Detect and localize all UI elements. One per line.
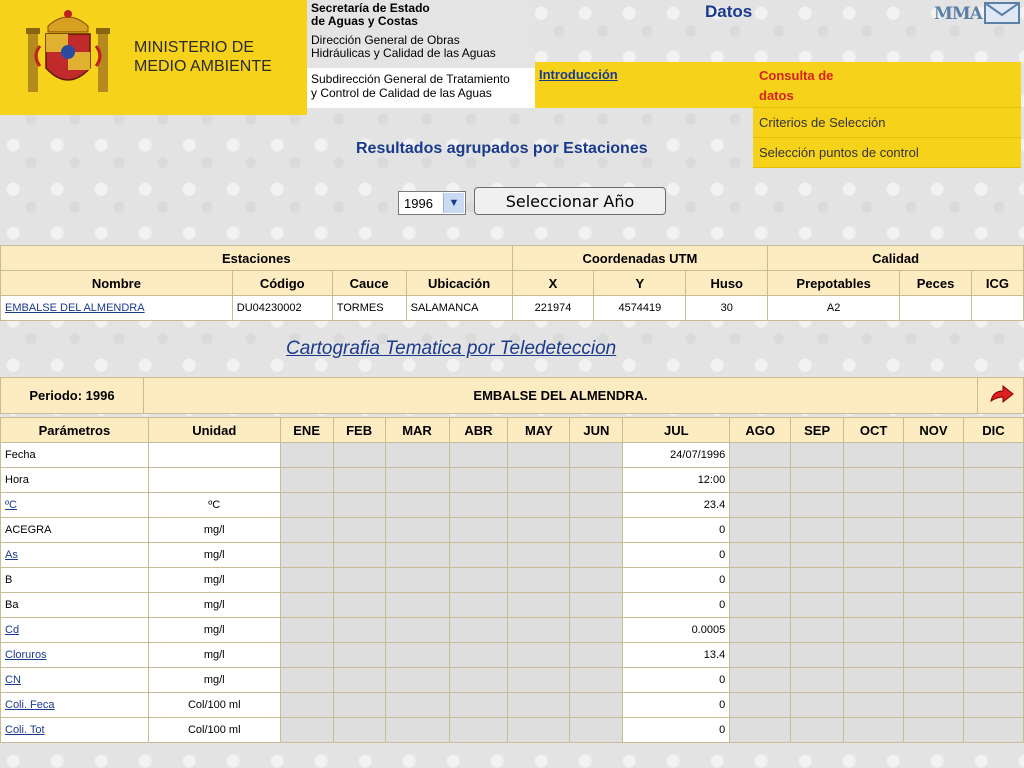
ministry-name: [134, 38, 272, 76]
empty-month-cell: [508, 568, 570, 593]
empty-month-cell: [385, 493, 449, 518]
cartography-link[interactable]: Cartografia Tematica por Teledeteccion: [286, 338, 617, 359]
menu-item-seleccion[interactable]: Selección puntos de control: [753, 138, 1021, 168]
empty-month-cell: [730, 668, 791, 693]
empty-month-cell: [333, 493, 385, 518]
empty-month-cell: [570, 668, 623, 693]
col-nombre: Nombre: [1, 271, 233, 296]
table-row: [1, 568, 1024, 593]
col-ago: AGO: [730, 418, 791, 443]
param-unit: ºC: [148, 493, 280, 518]
select-year-button[interactable]: Seleccionar Año: [474, 187, 666, 215]
param-name-cell: [1, 668, 149, 693]
col-prepotables: Prepotables: [768, 271, 900, 296]
stations-table: [0, 245, 1024, 321]
menu-item-consulta[interactable]: [753, 62, 1021, 108]
empty-month-cell: [904, 543, 964, 568]
coat-of-arms-icon: [22, 6, 114, 98]
directorate-line-2: Hidráulicas y Calidad de las Aguas: [311, 46, 496, 60]
empty-month-cell: [280, 493, 333, 518]
empty-month-cell: [963, 643, 1023, 668]
empty-month-cell: [385, 518, 449, 543]
station-prepotables: A2: [768, 296, 900, 321]
empty-month-cell: [791, 543, 844, 568]
empty-month-cell: [904, 693, 964, 718]
empty-month-cell: [280, 443, 333, 468]
col-dic: DIC: [963, 418, 1023, 443]
col-peces: Peces: [900, 271, 972, 296]
param-name-link[interactable]: Cloruros: [5, 649, 47, 661]
empty-month-cell: [963, 543, 1023, 568]
col-sep: SEP: [791, 418, 844, 443]
empty-month-cell: [508, 693, 570, 718]
col-icg: ICG: [971, 271, 1023, 296]
value-jul: 0: [623, 718, 730, 743]
empty-month-cell: [730, 593, 791, 618]
stations-group-header: [1, 246, 1024, 271]
empty-month-cell: [791, 668, 844, 693]
param-unit: mg/l: [148, 518, 280, 543]
subdirectorate-box: [307, 68, 535, 108]
empty-month-cell: [333, 543, 385, 568]
param-name-cell: [1, 518, 149, 543]
param-unit: mg/l: [148, 568, 280, 593]
empty-month-cell: [570, 443, 623, 468]
col-ene: ENE: [280, 418, 333, 443]
subdirectorate-line-1: Subdirección General de Tratamiento: [311, 72, 510, 86]
empty-month-cell: [508, 618, 570, 643]
empty-month-cell: [333, 618, 385, 643]
col-cauce: Cauce: [332, 271, 406, 296]
table-row: [1, 668, 1024, 693]
param-unit: mg/l: [148, 618, 280, 643]
empty-month-cell: [508, 443, 570, 468]
empty-month-cell: [904, 593, 964, 618]
empty-month-cell: [730, 718, 791, 743]
col-ubicacion: Ubicación: [406, 271, 512, 296]
empty-month-cell: [449, 693, 508, 718]
empty-month-cell: [508, 643, 570, 668]
empty-month-cell: [385, 568, 449, 593]
red-arrow-icon[interactable]: [987, 383, 1015, 405]
secretariat-line-1: Secretaría de Estado: [311, 1, 430, 15]
empty-month-cell: [449, 668, 508, 693]
empty-month-cell: [844, 543, 904, 568]
empty-month-cell: [333, 568, 385, 593]
empty-month-cell: [963, 593, 1023, 618]
table-row: [1, 593, 1024, 618]
group-coordenadas: Coordenadas UTM: [512, 246, 768, 271]
empty-month-cell: [904, 718, 964, 743]
empty-month-cell: [730, 618, 791, 643]
empty-month-cell: [791, 693, 844, 718]
col-x: X: [512, 271, 594, 296]
empty-month-cell: [570, 518, 623, 543]
table-row: [1, 543, 1024, 568]
empty-month-cell: [844, 443, 904, 468]
empty-month-cell: [449, 543, 508, 568]
group-calidad: Calidad: [768, 246, 1024, 271]
station-name-link[interactable]: EMBALSE DEL ALMENDRA: [5, 302, 145, 314]
station-icg: [971, 296, 1023, 321]
empty-month-cell: [449, 468, 508, 493]
empty-month-cell: [385, 668, 449, 693]
period-station: EMBALSE DEL ALMENDRA.: [143, 378, 977, 414]
empty-month-cell: [385, 543, 449, 568]
param-name-link[interactable]: ºC: [5, 499, 17, 511]
empty-month-cell: [963, 693, 1023, 718]
empty-month-cell: [280, 618, 333, 643]
empty-month-cell: [963, 493, 1023, 518]
table-row: [1, 718, 1024, 743]
empty-month-cell: [508, 468, 570, 493]
param-name-link[interactable]: Cd: [5, 624, 20, 636]
col-mar: MAR: [385, 418, 449, 443]
param-name-cell: [1, 543, 149, 568]
param-name-cell: [1, 718, 149, 743]
col-huso: Huso: [686, 271, 768, 296]
empty-month-cell: [280, 718, 333, 743]
value-jul: 0: [623, 568, 730, 593]
menu-consulta-line-1: Consulta de: [759, 68, 834, 83]
empty-month-cell: [730, 643, 791, 668]
empty-month-cell: [844, 468, 904, 493]
param-name-link[interactable]: CN: [5, 674, 21, 686]
table-row: [1, 443, 1024, 468]
empty-month-cell: [570, 493, 623, 518]
param-unit: Col/100 ml: [148, 718, 280, 743]
empty-month-cell: [844, 518, 904, 543]
empty-month-cell: [280, 468, 333, 493]
empty-month-cell: [280, 668, 333, 693]
empty-month-cell: [385, 443, 449, 468]
empty-month-cell: [449, 718, 508, 743]
value-jul: 0: [623, 518, 730, 543]
col-may: MAY: [508, 418, 570, 443]
side-menu: [753, 62, 1021, 168]
table-row: [1, 693, 1024, 718]
station-name-cell: [1, 296, 233, 321]
empty-month-cell: [791, 518, 844, 543]
param-name-cell: [1, 443, 149, 468]
empty-month-cell: [570, 718, 623, 743]
empty-month-cell: [904, 493, 964, 518]
empty-month-cell: [508, 518, 570, 543]
table-row: [1, 296, 1024, 321]
empty-month-cell: [508, 718, 570, 743]
param-unit: mg/l: [148, 668, 280, 693]
empty-month-cell: [904, 618, 964, 643]
empty-month-cell: [449, 618, 508, 643]
empty-month-cell: [280, 568, 333, 593]
table-row: [1, 468, 1024, 493]
empty-month-cell: [791, 718, 844, 743]
empty-month-cell: [333, 718, 385, 743]
parameters-column-header: [1, 418, 1024, 443]
empty-month-cell: [730, 518, 791, 543]
secretariat-line-2: de Aguas y Costas: [311, 14, 418, 28]
empty-month-cell: [280, 593, 333, 618]
ministry-line-2: MEDIO AMBIENTE: [134, 58, 272, 75]
section-title: Datos: [705, 2, 753, 21]
empty-month-cell: [385, 718, 449, 743]
empty-month-cell: [385, 693, 449, 718]
col-feb: FEB: [333, 418, 385, 443]
table-row: [1, 493, 1024, 518]
empty-month-cell: [280, 518, 333, 543]
empty-month-cell: [904, 443, 964, 468]
empty-month-cell: [844, 493, 904, 518]
param-name-cell: [1, 643, 149, 668]
menu-consulta-line-2: datos: [759, 88, 794, 103]
ministry-line-1: MINISTERIO DE: [134, 39, 255, 56]
empty-month-cell: [570, 693, 623, 718]
param-unit: [148, 443, 280, 468]
empty-month-cell: [791, 593, 844, 618]
table-row: [1, 618, 1024, 643]
parameters-table: [0, 417, 1024, 743]
empty-month-cell: [570, 468, 623, 493]
empty-month-cell: [844, 618, 904, 643]
empty-month-cell: [508, 668, 570, 693]
empty-month-cell: [844, 693, 904, 718]
col-y: Y: [594, 271, 686, 296]
empty-month-cell: [791, 493, 844, 518]
station-peces: [900, 296, 972, 321]
param-name-cell: [1, 468, 149, 493]
value-jul: 0: [623, 593, 730, 618]
col-par-metros: Parámetros: [1, 418, 149, 443]
period-table: [0, 377, 1024, 414]
year-select[interactable]: [398, 191, 466, 215]
empty-month-cell: [791, 468, 844, 493]
station-code: DU04230002: [232, 296, 332, 321]
directorate-line-1: Dirección General de Obras: [311, 33, 460, 47]
empty-month-cell: [730, 493, 791, 518]
empty-month-cell: [385, 643, 449, 668]
empty-month-cell: [844, 718, 904, 743]
station-cauce: TORMES: [332, 296, 406, 321]
empty-month-cell: [730, 543, 791, 568]
param-name-link[interactable]: Coli. Tot: [5, 724, 45, 736]
empty-month-cell: [570, 643, 623, 668]
param-name-link[interactable]: As: [5, 549, 18, 561]
value-jul: 0.0005: [623, 618, 730, 643]
empty-month-cell: [333, 468, 385, 493]
param-unit: Col/100 ml: [148, 693, 280, 718]
empty-month-cell: [449, 493, 508, 518]
mail-icon[interactable]: [984, 2, 1020, 24]
param-name-cell: [1, 593, 149, 618]
table-row: [1, 643, 1024, 668]
param-name-cell: [1, 693, 149, 718]
empty-month-cell: [844, 643, 904, 668]
empty-month-cell: [730, 693, 791, 718]
empty-month-cell: [508, 543, 570, 568]
value-jul: 0: [623, 693, 730, 718]
param-name: Hora: [5, 474, 29, 486]
empty-month-cell: [844, 668, 904, 693]
empty-month-cell: [963, 668, 1023, 693]
station-y: 4574419: [594, 296, 686, 321]
param-unit: mg/l: [148, 543, 280, 568]
year-select-value: 1996: [404, 196, 433, 211]
param-name: ACEGRA: [5, 524, 52, 536]
param-name-link[interactable]: Coli. Feca: [5, 699, 55, 711]
empty-month-cell: [904, 643, 964, 668]
ministry-banner: [0, 0, 307, 115]
chevron-down-icon[interactable]: ▼: [443, 193, 464, 213]
value-jul: 24/07/1996: [623, 443, 730, 468]
empty-month-cell: [385, 593, 449, 618]
param-unit: mg/l: [148, 643, 280, 668]
empty-month-cell: [449, 443, 508, 468]
empty-month-cell: [791, 643, 844, 668]
empty-month-cell: [791, 443, 844, 468]
empty-month-cell: [333, 593, 385, 618]
intro-nav-box: [535, 62, 753, 108]
param-name: Ba: [5, 599, 19, 611]
empty-month-cell: [904, 668, 964, 693]
empty-month-cell: [570, 618, 623, 643]
value-jul: 23.4: [623, 493, 730, 518]
param-name: B: [5, 574, 13, 586]
empty-month-cell: [791, 618, 844, 643]
empty-month-cell: [963, 618, 1023, 643]
empty-month-cell: [963, 518, 1023, 543]
empty-month-cell: [280, 643, 333, 668]
empty-month-cell: [508, 593, 570, 618]
col-nov: NOV: [904, 418, 964, 443]
empty-month-cell: [730, 443, 791, 468]
empty-month-cell: [449, 643, 508, 668]
empty-month-cell: [963, 443, 1023, 468]
empty-month-cell: [385, 468, 449, 493]
param-name-cell: [1, 618, 149, 643]
empty-month-cell: [449, 568, 508, 593]
empty-month-cell: [385, 618, 449, 643]
empty-month-cell: [570, 543, 623, 568]
results-title: Resultados agrupados por Estaciones: [356, 140, 648, 157]
subdirectorate-line-2: y Control de Calidad de las Aguas: [311, 86, 492, 100]
empty-month-cell: [333, 668, 385, 693]
col-unidad: Unidad: [148, 418, 280, 443]
empty-month-cell: [730, 568, 791, 593]
value-jul: 12:00: [623, 468, 730, 493]
empty-month-cell: [333, 693, 385, 718]
stations-column-header: [1, 271, 1024, 296]
param-name-cell: [1, 568, 149, 593]
group-estaciones: Estaciones: [1, 246, 513, 271]
empty-month-cell: [280, 543, 333, 568]
table-row: [1, 518, 1024, 543]
empty-month-cell: [280, 693, 333, 718]
param-unit: mg/l: [148, 593, 280, 618]
empty-month-cell: [449, 518, 508, 543]
menu-item-criterios[interactable]: Criterios de Selección: [753, 108, 1021, 138]
param-name: Fecha: [5, 449, 36, 461]
empty-month-cell: [333, 518, 385, 543]
next-arrow-cell: [978, 378, 1024, 414]
empty-month-cell: [449, 593, 508, 618]
empty-month-cell: [570, 568, 623, 593]
empty-month-cell: [844, 593, 904, 618]
empty-month-cell: [904, 518, 964, 543]
empty-month-cell: [904, 568, 964, 593]
period-label: Periodo: 1996: [1, 378, 144, 414]
param-name-cell: [1, 493, 149, 518]
empty-month-cell: [963, 568, 1023, 593]
empty-month-cell: [791, 568, 844, 593]
col-jul: JUL: [623, 418, 730, 443]
col-jun: JUN: [570, 418, 623, 443]
mma-logo[interactable]: MMA: [934, 4, 982, 24]
empty-month-cell: [904, 468, 964, 493]
value-jul: 13.4: [623, 643, 730, 668]
station-x: 221974: [512, 296, 594, 321]
col-codigo: Código: [232, 271, 332, 296]
empty-month-cell: [333, 443, 385, 468]
value-jul: 0: [623, 543, 730, 568]
value-jul: 0: [623, 668, 730, 693]
station-huso: 30: [686, 296, 768, 321]
empty-month-cell: [963, 468, 1023, 493]
empty-month-cell: [570, 593, 623, 618]
col-oct: OCT: [844, 418, 904, 443]
empty-month-cell: [508, 493, 570, 518]
empty-month-cell: [333, 643, 385, 668]
empty-month-cell: [963, 718, 1023, 743]
col-abr: ABR: [449, 418, 508, 443]
station-ubicacion: SALAMANCA: [406, 296, 512, 321]
intro-link[interactable]: Introducción: [539, 67, 618, 82]
empty-month-cell: [730, 468, 791, 493]
param-unit: [148, 468, 280, 493]
secretariat-box: [307, 0, 535, 68]
empty-month-cell: [844, 568, 904, 593]
